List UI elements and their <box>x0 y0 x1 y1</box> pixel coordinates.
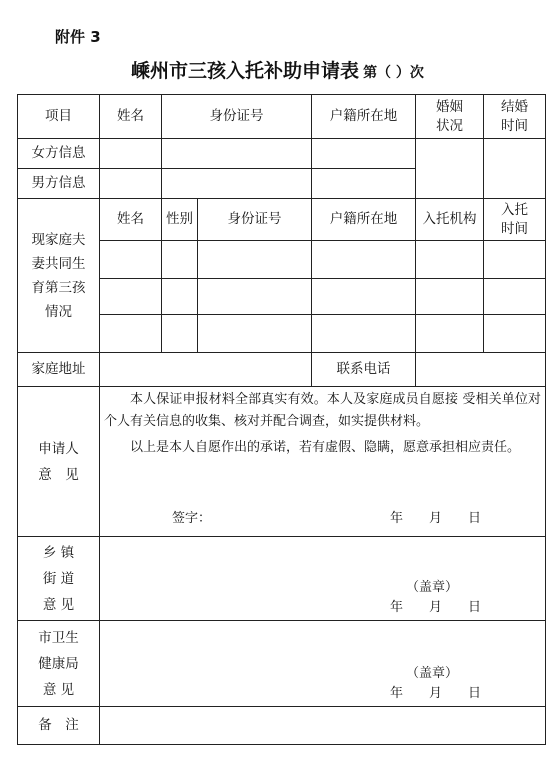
address-cell[interactable] <box>100 353 312 387</box>
child-hukou-cell[interactable] <box>312 279 416 315</box>
child-hukou-cell[interactable] <box>312 241 416 279</box>
row-female-label: 女方信息 <box>18 139 100 169</box>
col-hukou: 户籍所在地 <box>312 95 416 139</box>
child-institution-cell[interactable] <box>416 279 484 315</box>
child-name-cell[interactable] <box>100 279 162 315</box>
phone-cell[interactable] <box>416 353 546 387</box>
applicant-row <box>18 387 546 537</box>
child-id-cell[interactable] <box>198 241 312 279</box>
header-row <box>18 95 546 139</box>
female-name-cell[interactable] <box>100 139 162 169</box>
female-id-cell[interactable] <box>162 139 312 169</box>
child-col-hukou: 户籍所在地 <box>312 199 416 241</box>
child-col-institution: 入托机构 <box>416 199 484 241</box>
applicant-signature-label: 签字： <box>172 511 212 526</box>
form-title <box>0 56 555 83</box>
col-marital-text: 婚姻状况 <box>436 99 463 134</box>
child-time-cell[interactable] <box>484 241 546 279</box>
child-id-cell[interactable] <box>198 315 312 353</box>
health-bureau-opinion-cell <box>100 621 546 707</box>
township-opinion-cell <box>100 537 546 621</box>
child-gender-cell[interactable] <box>162 241 198 279</box>
address-row <box>18 353 546 387</box>
health-bureau-row <box>18 621 546 707</box>
female-hukou-cell[interactable] <box>312 139 416 169</box>
health-bureau-label <box>18 621 100 707</box>
row-male-label: 男方信息 <box>18 169 100 199</box>
row-address-label: 家庭地址 <box>18 353 100 387</box>
health-bureau-seal: （盖章） <box>406 666 459 681</box>
applicant-opinion-cell <box>100 387 546 537</box>
health-bureau-date: 年 月 日 <box>390 686 482 701</box>
township-row <box>18 537 546 621</box>
applicant-label-text: 申请人意 见 <box>38 440 79 483</box>
child-gender-cell[interactable] <box>162 279 198 315</box>
col-marital <box>416 95 484 139</box>
child-institution-cell[interactable] <box>416 241 484 279</box>
child-time-cell[interactable] <box>484 279 546 315</box>
child-hukou-cell[interactable] <box>312 315 416 353</box>
health-bureau-label-text: 市卫生健康局意 见 <box>38 629 79 698</box>
child-time-cell[interactable] <box>484 315 546 353</box>
child-col-time <box>484 199 546 241</box>
township-date: 年 月 日 <box>390 600 482 615</box>
phone-label: 联系电话 <box>312 353 416 387</box>
child-name-cell[interactable] <box>100 241 162 279</box>
col-marriage-date <box>484 95 546 139</box>
child-section-label-text: 现家庭夫妻共同生育第三孩情况 <box>31 231 86 320</box>
male-name-cell[interactable] <box>100 169 162 199</box>
form-title-suffix: 第（ ）次 <box>363 65 424 81</box>
col-item: 项目 <box>18 95 100 139</box>
township-label-text: 乡 镇街 道意 见 <box>42 544 75 613</box>
child-col-time-text: 入托时间 <box>501 202 528 237</box>
form-title-text: 嵊州市三孩入托补助申请表 <box>131 60 360 82</box>
child-section-label <box>18 199 100 353</box>
applicant-pledge-text: 本人保证申报材料全部真实有效。本人及家庭成员自愿接 受相关单位对个人有关信息的收集、核对并配合调查，如实提供材料。 <box>104 392 541 429</box>
applicant-label <box>18 387 100 537</box>
female-row <box>18 139 546 169</box>
remarks-row <box>18 707 546 745</box>
male-hukou-cell[interactable] <box>312 169 416 199</box>
marital-status-cell[interactable] <box>416 139 484 199</box>
child-gender-cell[interactable] <box>162 315 198 353</box>
child-institution-cell[interactable] <box>416 315 484 353</box>
child-col-name: 姓名 <box>100 199 162 241</box>
applicant-date: 年 月 日 <box>390 511 482 526</box>
township-seal: （盖章） <box>406 580 459 595</box>
child-header-row <box>18 199 546 241</box>
child-col-id: 身份证号 <box>198 199 312 241</box>
applicant-commitment-text: 以上是本人自愿作出的承诺，若有虚假、隐瞒，愿意承担相应责任。 <box>130 440 521 455</box>
col-marriage-date-text: 结婚时间 <box>501 99 528 134</box>
child-name-cell[interactable] <box>100 315 162 353</box>
township-label <box>18 537 100 621</box>
remarks-label: 备 注 <box>18 707 100 745</box>
marriage-date-cell[interactable] <box>484 139 546 199</box>
col-id: 身份证号 <box>162 95 312 139</box>
child-col-gender: 性别 <box>162 199 198 241</box>
application-form-table <box>17 94 546 745</box>
col-name: 姓名 <box>100 95 162 139</box>
attachment-label: 附件 3 <box>55 28 101 46</box>
male-id-cell[interactable] <box>162 169 312 199</box>
remarks-cell[interactable] <box>100 707 546 745</box>
child-id-cell[interactable] <box>198 279 312 315</box>
